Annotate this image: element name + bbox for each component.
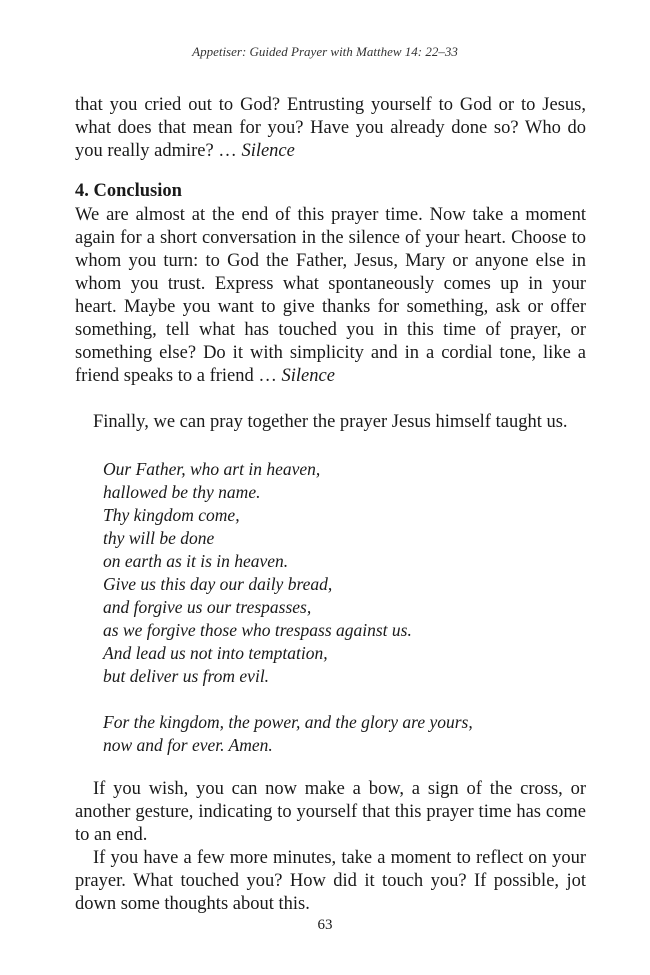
doxology-line: For the kingdom, the power, and the glory are yours, <box>103 712 473 732</box>
prayer-line: Our Father, who art in heaven, <box>103 459 321 479</box>
paragraph-2 <box>75 204 586 388</box>
prayer-line: And lead us not into temptation, <box>103 643 328 663</box>
prayer-line: thy will be done <box>103 528 215 548</box>
paragraph-4: If you wish, you can now make a bow, a sign of the cross, or another gesture, indicating to yourself that this prayer time has come to an end. <box>75 779 586 845</box>
paragraph-1-silence: Silence <box>241 141 295 161</box>
paragraph-2-text: We are almost at the end of this prayer time. Now take a moment again for a short conversation in the silence of your heart. Choose to whom you turn: to God the Father, Jesus, Mary or anyone else in whom you trust. Express what spontaneously comes up in your heart. Maybe you want to give thanks for something, ask or offer something, tell what has touched you in this time of prayer, or something else? Do it with simplicity and in a cordial tone, like a friend speaks to a friend … <box>75 205 586 386</box>
prayer-line: and forgive us our trespasses, <box>103 597 312 617</box>
prayer-line: hallowed be thy name. <box>103 482 261 502</box>
section-heading: 4. Conclusion <box>75 181 182 201</box>
doxology-line: now and for ever. Amen. <box>103 735 273 755</box>
paragraph-1-text: that you cried out to God? Entrusting yourself to God or to Jesus, what does that mean for you? Have you already done so? Who do you really admire? … <box>75 95 586 161</box>
paragraph-5: If you have a few more minutes, take a moment to reflect on your prayer. What touched you? How did it touch you? If possible, jot down some thoughts about this. <box>75 848 586 914</box>
running-head: Appetiser: Guided Prayer with Matthew 14: 22–33 <box>192 44 458 59</box>
paragraph-1 <box>75 94 586 163</box>
prayer-line: as we forgive those who trespass against us. <box>103 620 412 640</box>
prayer-line: Thy kingdom come, <box>103 505 240 525</box>
paragraph-2-silence: Silence <box>281 366 335 386</box>
paragraph-3: Finally, we can pray together the prayer Jesus himself taught us. <box>93 412 568 432</box>
prayer-line: but deliver us from evil. <box>103 666 270 686</box>
prayer-line: Give us this day our daily bread, <box>103 574 333 594</box>
doxology <box>103 711 473 757</box>
lords-prayer <box>103 458 412 688</box>
page-number: 63 <box>317 917 333 933</box>
prayer-line: on earth as it is in heaven. <box>103 551 289 571</box>
